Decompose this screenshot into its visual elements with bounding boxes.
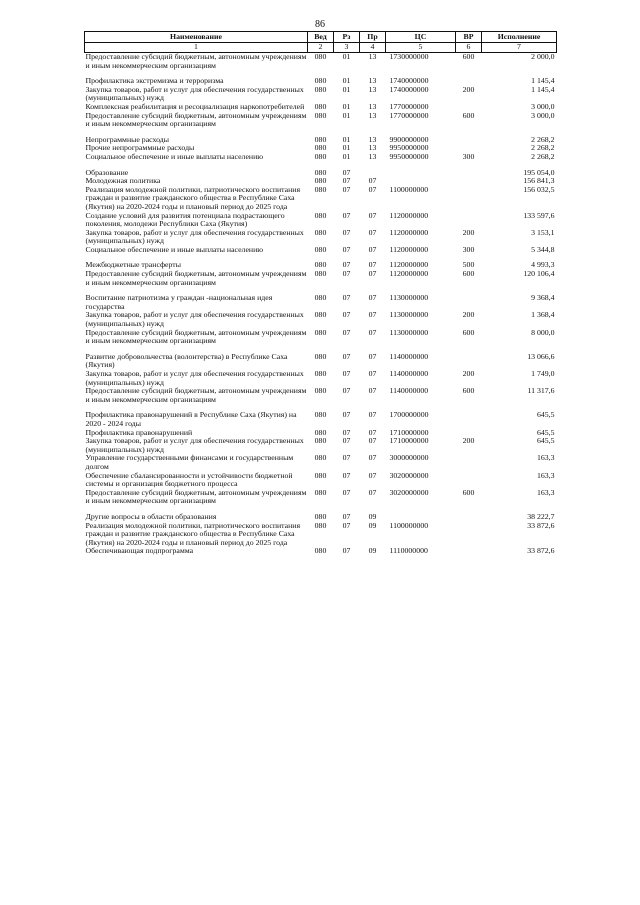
row-name: Воспитание патриотизма у граждан -национальная идея государства (85, 294, 273, 311)
row-cs: 1120000000 (389, 228, 429, 237)
col-header-ved: Вед (308, 32, 334, 43)
row-pr: 07 (368, 211, 377, 220)
row-name: Предоставление субсидий бюджетным, автономным учреждениям и иным некоммерческим организациям (85, 111, 307, 129)
row-sum: 38 222,7 (527, 512, 555, 521)
row-cs: 1730000000 (389, 52, 429, 61)
row-pr: 13 (368, 77, 377, 86)
row-sum: 2 268,2 (531, 152, 555, 161)
row-vr (456, 353, 482, 370)
row-sum: 3 153,1 (531, 228, 555, 237)
row-rz: 07 (342, 370, 351, 378)
row-pr: 07 (368, 294, 377, 303)
col-header-sum: Исполнение (482, 32, 557, 43)
row-ved: 080 (314, 52, 327, 61)
spacer-cell (85, 162, 557, 169)
row-sum: 163,3 (536, 454, 555, 463)
table-row (85, 547, 557, 556)
row-pr: 13 (368, 85, 377, 94)
row-vr (456, 454, 482, 471)
table-row (85, 86, 557, 103)
table-row (85, 329, 557, 346)
row-rz: 07 (342, 270, 351, 279)
row-pr: 07 (368, 428, 377, 437)
table-row (85, 169, 557, 178)
row-cs: 1700000000 (389, 411, 429, 420)
row-vr: 600 (462, 270, 475, 279)
row-sum: 1 145,4 (531, 85, 555, 94)
row-ved: 080 (314, 85, 327, 94)
row-pr: 07 (368, 352, 377, 361)
row-rz: 07 (342, 437, 351, 446)
table-row (85, 229, 557, 246)
table-row (85, 136, 557, 145)
row-sum: 8 000,0 (531, 328, 555, 337)
row-sum: 11 317,6 (527, 387, 555, 396)
table-row (85, 437, 557, 454)
row-name: Предоставление субсидий бюджетным, автономным учреждениям и иным некоммерческим организациям (85, 387, 307, 404)
row-pr: 07 (368, 270, 377, 279)
row-sum: 2 000,0 (531, 52, 555, 61)
row-name: Реализация молодежной политики, патриотического воспитания граждан и развитие гражданского общества в Республике Саха (Якутия) на 2020-2024 годы и плановый период до 2025 года (85, 185, 301, 211)
row-ved: 080 (314, 437, 327, 446)
table-row (85, 429, 557, 438)
row-cs: 1130000000 (389, 328, 429, 337)
row-rz: 07 (342, 488, 351, 497)
row-rz: 07 (342, 387, 351, 396)
row-vr: 200 (462, 228, 475, 237)
row-ved: 080 (314, 428, 327, 437)
spacer-cell (85, 129, 557, 136)
table-body (85, 53, 557, 556)
row-name: Развитие добровольчества (волонтерства) в Республике Саха (Якутия) (85, 352, 288, 370)
row-name: Создание условий для развития потенциала подрастающего поколения, молодежи Республики Саха (Якутия) (85, 211, 285, 229)
col-number: 6 (456, 43, 482, 53)
row-sum: 163,3 (536, 471, 555, 480)
spacer-row (85, 287, 557, 294)
row-pr: 07 (368, 387, 377, 396)
row-rz: 07 (342, 228, 351, 237)
row-name: Другие вопросы в области образования (85, 512, 217, 521)
row-ved: 080 (314, 261, 327, 270)
table-row (85, 411, 557, 428)
row-cs: 1140000000 (389, 387, 429, 396)
row-vr (456, 294, 482, 311)
row-name: Социальное обеспечение и иные выплаты населению (85, 152, 264, 161)
row-rz: 07 (342, 454, 351, 463)
row-rz: 07 (342, 211, 351, 220)
row-rz: 07 (342, 185, 351, 194)
row-sum: 9 368,4 (531, 294, 555, 303)
row-cs: 1100000000 (389, 521, 429, 530)
row-cs: 9900000000 (389, 135, 429, 144)
row-name: Реализация молодежной политики, патриотического воспитания граждан и развитие гражданского общества в Республике Саха (Якутия) на 2020-2024 годы и плановый период до 2025 года (85, 521, 301, 547)
row-cs (386, 169, 456, 178)
table-row (85, 311, 557, 328)
table-row (85, 246, 557, 255)
row-sum: 1 145,4 (531, 77, 555, 86)
budget-table (84, 31, 557, 556)
row-name: Профилактика правонарушений в Республике Саха (Якутия) на 2020 - 2024 годы (85, 411, 297, 428)
row-ved: 080 (314, 454, 327, 463)
table-row (85, 472, 557, 489)
spacer-row (85, 506, 557, 513)
row-rz: 07 (342, 471, 351, 480)
row-name: Социальное обеспечение и иные выплаты населению (85, 245, 264, 254)
row-ved: 080 (314, 245, 327, 254)
row-rz: 01 (342, 52, 351, 61)
row-name: Обеспечивающая подпрограмма (85, 547, 194, 556)
row-ved: 080 (314, 228, 327, 237)
row-name: Управление государственными финансами и государственным долгом (85, 454, 294, 471)
row-cs: 1710000000 (389, 437, 429, 446)
row-cs: 1710000000 (389, 428, 429, 437)
row-vr (456, 103, 482, 112)
row-vr (456, 169, 482, 178)
row-pr: 09 (368, 521, 377, 530)
row-sum: 5 344,8 (531, 245, 555, 254)
row-vr: 600 (462, 387, 475, 396)
row-ved: 080 (314, 77, 327, 86)
row-name: Закупка товаров, работ и услуг для обеспечения государственных (муниципальных) нужд (85, 437, 304, 454)
row-ved: 080 (314, 387, 327, 396)
row-sum: 645,5 (536, 437, 555, 446)
row-name: Прочие непрограммные расходы (85, 144, 195, 153)
row-ved: 080 (314, 135, 327, 144)
row-rz: 07 (342, 521, 351, 530)
row-cs: 1740000000 (389, 77, 429, 86)
row-pr: 07 (368, 311, 377, 320)
col-header-pr: Пр (360, 32, 386, 43)
col-number: 1 (85, 43, 308, 53)
row-name: Межбюджетные трансферты (85, 261, 181, 270)
row-rz: 07 (342, 411, 351, 420)
row-sum: 195 054,0 (523, 168, 555, 177)
row-vr: 200 (462, 437, 475, 446)
row-name: Закупка товаров, работ и услуг для обеспечения государственных (муниципальных) нужд (85, 85, 304, 103)
row-rz: 07 (342, 177, 351, 186)
row-ved: 080 (314, 547, 327, 556)
row-rz: 07 (342, 512, 351, 521)
row-vr: 200 (462, 370, 475, 378)
table-row (85, 261, 557, 270)
row-sum: 33 872,6 (527, 521, 555, 530)
table-row (85, 103, 557, 112)
row-name: Молодежная политика (85, 177, 161, 186)
row-sum: 1 368,4 (531, 311, 555, 320)
table-row (85, 489, 557, 506)
row-vr (456, 177, 482, 186)
row-ved: 080 (314, 512, 327, 521)
col-header-name: Наименование (85, 32, 308, 43)
page-number: 86 (315, 19, 325, 30)
row-ved: 080 (314, 270, 327, 279)
row-sum: 163,3 (536, 488, 555, 497)
table-row (85, 144, 557, 153)
row-rz: 01 (342, 102, 351, 111)
col-header-vr: ВР (456, 32, 482, 43)
row-sum: 2 268,2 (531, 144, 555, 153)
row-ved: 080 (314, 521, 327, 530)
row-pr: 07 (368, 454, 377, 463)
row-sum: 13 066,6 (527, 352, 555, 361)
table-row (85, 370, 557, 387)
row-cs: 1120000000 (389, 211, 429, 220)
row-pr: 09 (368, 547, 377, 556)
table-row (85, 270, 557, 287)
row-name: Комплексная реабилитация и ресоциализация наркопотребителей (85, 102, 305, 111)
row-cs: 1120000000 (389, 261, 429, 270)
row-cs: 3020000000 (389, 471, 429, 480)
row-sum: 33 872,6 (527, 547, 555, 556)
row-rz: 07 (342, 352, 351, 361)
row-pr: 07 (368, 471, 377, 480)
spacer-row (85, 129, 557, 136)
row-cs: 1100000000 (389, 185, 429, 194)
row-ved: 080 (314, 311, 327, 320)
row-name: Профилактика экстремизма и терроризма (85, 77, 224, 86)
row-vr (456, 513, 482, 522)
row-cs: 1130000000 (389, 311, 429, 320)
col-header-rz: Рз (334, 32, 360, 43)
row-ved: 080 (314, 471, 327, 480)
row-ved: 080 (314, 411, 327, 420)
row-name: Профилактика правонарушений (85, 428, 193, 437)
col-number: 5 (386, 43, 456, 53)
row-ved: 080 (314, 328, 327, 337)
table-row (85, 387, 557, 404)
row-ved: 080 (314, 168, 327, 177)
row-name: Закупка товаров, работ и услуг для обеспечения государственных (муниципальных) нужд (85, 311, 304, 329)
row-name: Предоставление субсидий бюджетным, автономным учреждениям и иным некоммерческим организациям (85, 270, 307, 287)
table-row (85, 153, 557, 162)
row-vr (456, 472, 482, 489)
row-sum: 3 000,0 (531, 111, 555, 120)
row-pr: 13 (368, 152, 377, 161)
spacer-cell (85, 287, 557, 294)
row-vr: 600 (462, 328, 475, 337)
spacer-cell (85, 254, 557, 261)
row-pr: 07 (368, 370, 377, 378)
row-sum: 2 268,2 (531, 135, 555, 144)
row-rz: 07 (342, 245, 351, 254)
table-row (85, 53, 557, 71)
row-pr: 07 (368, 228, 377, 237)
row-sum: 645,5 (536, 428, 555, 437)
spacer-cell (85, 346, 557, 353)
row-vr (456, 186, 482, 212)
row-pr: 07 (368, 245, 377, 254)
row-rz: 07 (342, 168, 351, 177)
row-rz: 07 (342, 328, 351, 337)
row-name: Предоставление субсидий бюджетным, автономным учреждениям и иным некоммерческим организациям (85, 328, 307, 346)
row-ved: 080 (314, 177, 327, 186)
row-ved: 080 (314, 294, 327, 303)
spacer-row (85, 70, 557, 77)
row-pr: 07 (368, 411, 377, 420)
row-ved: 080 (314, 211, 327, 220)
table-row (85, 294, 557, 311)
row-pr: 07 (368, 177, 377, 186)
row-pr: 13 (368, 111, 377, 120)
row-cs: 9950000000 (389, 144, 429, 153)
table-row (85, 77, 557, 86)
col-number: 2 (308, 43, 334, 53)
row-vr: 200 (462, 311, 475, 320)
table-row (85, 212, 557, 229)
spacer-row (85, 254, 557, 261)
col-number: 3 (334, 43, 360, 53)
row-pr: 07 (368, 488, 377, 497)
row-name: Предоставление субсидий бюджетным, автономным учреждениям и иным некоммерческим организациям (85, 52, 307, 70)
row-name: Обеспечение сбалансированности и устойчивости бюджетной системы и организация бюджетного процесса (85, 471, 293, 489)
row-rz: 01 (342, 77, 351, 86)
spacer-cell (85, 506, 557, 513)
row-pr (360, 169, 386, 178)
row-vr: 600 (462, 52, 475, 61)
column-number-row (85, 43, 557, 53)
col-number: 4 (360, 43, 386, 53)
row-pr: 07 (368, 261, 377, 270)
row-cs: 3000000000 (389, 454, 429, 463)
row-sum: 120 106,4 (523, 270, 555, 279)
row-vr: 300 (462, 245, 475, 254)
row-sum: 645,5 (536, 411, 555, 420)
row-vr (456, 547, 482, 556)
row-cs: 3020000000 (389, 488, 429, 497)
row-pr: 07 (368, 328, 377, 337)
col-number: 7 (482, 43, 557, 53)
row-rz: 07 (342, 294, 351, 303)
row-rz: 07 (342, 547, 351, 556)
row-ved: 080 (314, 370, 327, 378)
row-rz: 01 (342, 85, 351, 94)
row-vr (456, 77, 482, 86)
row-rz: 07 (342, 428, 351, 437)
row-name: Непрограммные расходы (85, 135, 170, 144)
row-vr (456, 136, 482, 145)
row-pr: 09 (368, 512, 377, 521)
row-ved: 080 (314, 102, 327, 111)
row-vr (456, 429, 482, 438)
row-pr: 13 (368, 102, 377, 111)
row-sum: 156 841,3 (523, 177, 555, 186)
row-cs: 1140000000 (389, 370, 429, 378)
table-row (85, 186, 557, 212)
row-rz: 07 (342, 261, 351, 270)
row-sum: 133 597,6 (523, 211, 555, 220)
row-pr: 07 (368, 437, 377, 446)
spacer-row (85, 404, 557, 411)
table-row (85, 177, 557, 186)
row-pr: 13 (368, 135, 377, 144)
row-vr: 600 (462, 488, 475, 497)
row-vr: 500 (462, 261, 475, 270)
row-ved: 080 (314, 352, 327, 361)
row-sum: 1 749,0 (531, 370, 555, 378)
row-sum: 4 993,3 (531, 261, 555, 270)
row-cs: 1140000000 (389, 352, 429, 361)
row-rz: 01 (342, 152, 351, 161)
row-vr (456, 144, 482, 153)
table-row (85, 353, 557, 370)
row-ved: 080 (314, 152, 327, 161)
row-cs: 1120000000 (389, 270, 429, 279)
row-ved: 080 (314, 144, 327, 153)
row-ved: 080 (314, 185, 327, 194)
row-name: Образование (85, 168, 129, 177)
row-ved: 080 (314, 111, 327, 120)
table-row (85, 112, 557, 129)
row-vr (456, 522, 482, 548)
spacer-cell (85, 70, 557, 77)
row-cs: 1130000000 (389, 294, 429, 303)
table-row (85, 522, 557, 548)
row-sum: 3 000,0 (531, 102, 555, 111)
spacer-row (85, 346, 557, 353)
col-header-cs: ЦС (386, 32, 456, 43)
row-sum: 156 032,5 (523, 185, 555, 194)
spacer-row (85, 162, 557, 169)
row-pr: 07 (368, 185, 377, 194)
row-rz: 01 (342, 144, 351, 153)
row-rz: 07 (342, 311, 351, 320)
row-rz: 01 (342, 111, 351, 120)
row-cs: 1770000000 (389, 111, 429, 120)
spacer-cell (85, 404, 557, 411)
table-row (85, 513, 557, 522)
row-vr: 300 (462, 152, 475, 161)
row-rz: 01 (342, 135, 351, 144)
table-row (85, 454, 557, 471)
row-vr (456, 411, 482, 428)
row-cs: 9950000000 (389, 152, 429, 161)
row-cs: 1110000000 (389, 547, 428, 556)
row-name: Закупка товаров, работ и услуг для обеспечения государственных (муниципальных) нужд (85, 370, 304, 387)
row-pr: 13 (368, 52, 377, 61)
row-pr: 13 (368, 144, 377, 153)
row-name: Предоставление субсидий бюджетным, автономным учреждениям и иным некоммерческим организациям (85, 488, 307, 506)
row-vr: 200 (462, 85, 475, 94)
row-cs (386, 513, 456, 522)
row-cs: 1120000000 (389, 245, 429, 254)
row-ved: 080 (314, 488, 327, 497)
row-vr: 600 (462, 111, 475, 120)
row-cs (386, 177, 456, 186)
header-row (85, 32, 557, 43)
row-name: Закупка товаров, работ и услуг для обеспечения государственных (муниципальных) нужд (85, 228, 304, 246)
row-vr (456, 212, 482, 229)
row-cs: 1770000000 (389, 102, 429, 111)
row-cs: 1740000000 (389, 85, 429, 94)
